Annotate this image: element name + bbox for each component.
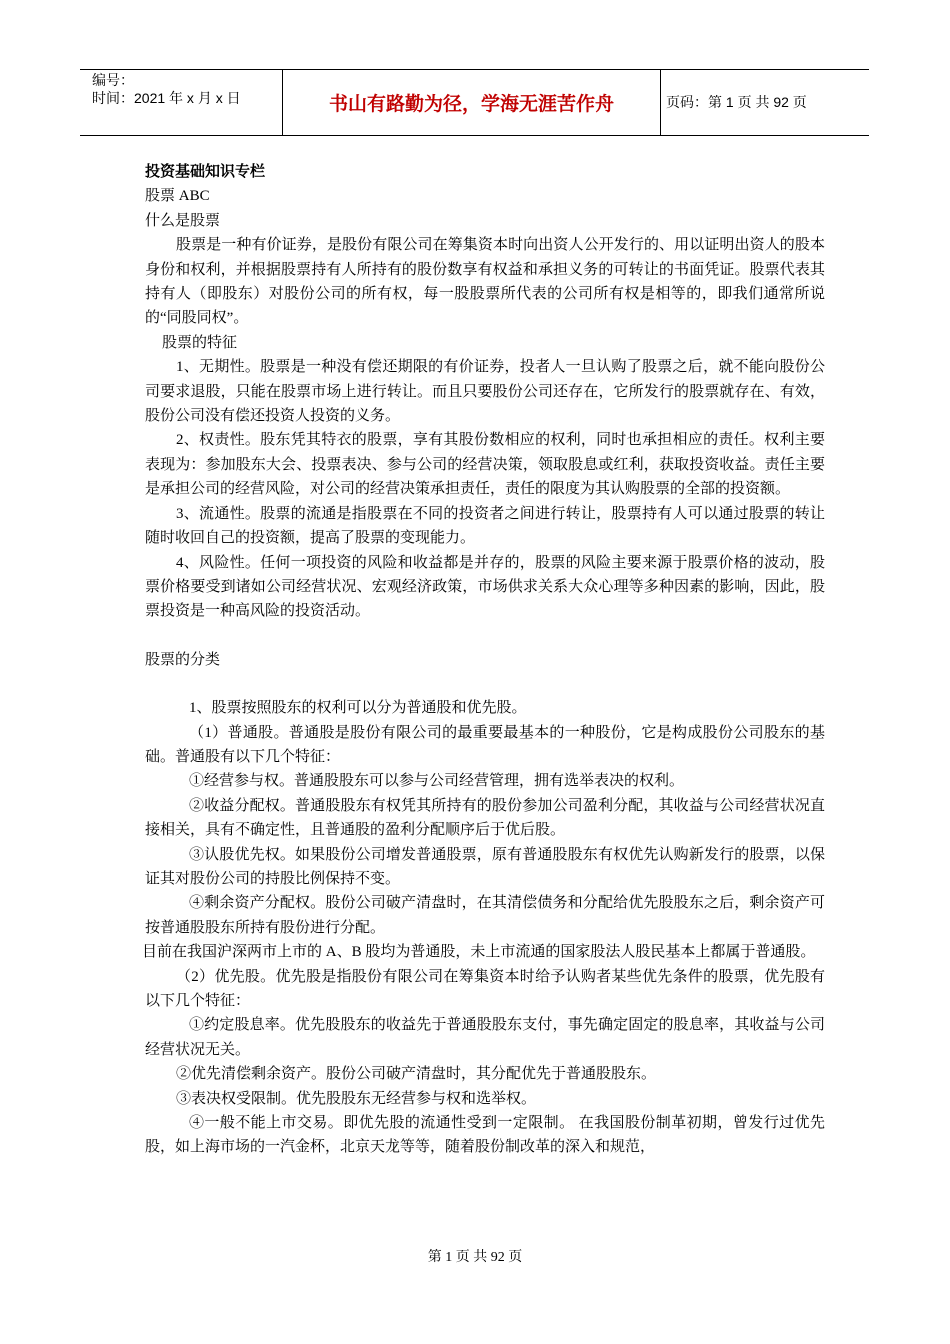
- paragraph: （2）优先股。优先股是指股份有限公司在筹集资本时给予认购者某些优先条件的股票，优先股有以下几个特征：: [145, 968, 825, 1009]
- subheading: 股票 ABC: [145, 188, 210, 205]
- document-body: [142, 160, 825, 1160]
- paragraph: 2、权责性。股东凭其特衣的股票，享有其股份数相应的权利，同时也承担相应的责任。权利主要表现为：参加股东大会、投票表决、参与公司的经营决策，领取股息或红利，获取投资收益。责任主要是承担公司的经营风险，对公司的经营决策承担责任，责任的限度为其认购股票的全部的投资额。: [145, 432, 825, 498]
- header-date: 时间：2021 年 x 月 x 日: [92, 90, 241, 106]
- paragraph: ②收益分配权。普通股股东有权凭其所持有的股份参加公司盈利分配，其收益与公司经营状况直接相关，具有不确定性，且普通股的盈利分配顺序后于优后股。: [145, 797, 825, 839]
- paragraph: ②优先清偿剩余资产。股份公司破产清盘时，其分配优先于普通股股东。: [176, 1066, 657, 1083]
- header-motto: 书山有路勤为径，学海无涯苦作舟: [328, 92, 614, 115]
- paragraph: 目前在我国沪深两市上市的 A、B 股均为普通股，未上市流通的国家股法人股民基本上都属于普通股。: [142, 944, 816, 961]
- paragraph: 股票是一种有价证券，是股份有限公司在筹集资本时向出资人公开发行的、用以证明出资人的股本身份和权利，并根据股票持有人所持有的股份数享有权益和承担义务的可转让的书面凭证。股票代表其持有人（即股东）对股份公司的所有权，每一股股票所代表的公司所有权是相等的，即我们通常所说的“同股同权”。: [145, 237, 825, 327]
- page-footer: 第 1 页 共 92 页: [427, 1250, 523, 1265]
- paragraph: 1、股票按照股东的权利可以分为普通股和优先股。: [189, 700, 527, 717]
- header-page-info: 页码：第 1 页 共 92 页: [666, 94, 807, 110]
- blank-line: [145, 672, 825, 696]
- paragraph: ①经营参与权。普通股股东可以参与公司经营管理，拥有选举表决的权利。: [189, 773, 685, 790]
- paragraph: ④一般不能上市交易。即优先股的流通性受到一定限制。 在我国股份制革初期，曾发行过优先股，如上海市场的一汽金杯，北京天龙等等，随着股份制改革的深入和规范，: [145, 1115, 825, 1156]
- header-divider-right: [660, 69, 661, 135]
- paragraph: ③认股优先权。如果股份公司增发普通股票，原有普通股股东有权优先认购新发行的股票，以保证其对股份公司的持股比例保持不变。: [145, 846, 825, 887]
- section-title: 投资基础知识专栏: [145, 164, 266, 180]
- paragraph: （1）普通股。普通股是股份有限公司的最重要最基本的一种股份，它是构成股份公司股东的基础。普通股有以下几个特征：: [145, 724, 825, 765]
- paragraph: 1、无期性。股票是一种没有偿还期限的有价证券，投者人一旦认购了股票之后，就不能向股份公司要求退股，只能在股票市场上进行转让。而且只要股份公司还存在，它所发行的股票就存在、有效，股份公司没有偿还投资人投资的义务。: [145, 359, 825, 425]
- paragraph: ③表决权受限制。优先股股东无经营参与权和选举权。: [176, 1090, 537, 1107]
- paragraph: 3、流通性。股票的流通是指股票在不同的投资者之间进行转让，股票持有人可以通过股票的转让随时收回自己的投资额，提高了股票的变现能力。: [145, 505, 825, 547]
- paragraph: ④剩余资产分配权。股份公司破产清盘时，在其清偿债务和分配给优先股股东之后，剩余资产可按普通股股东所持有股份进行分配。: [145, 895, 825, 936]
- subheading: 股票的分类: [145, 651, 221, 668]
- paragraph: ①约定股息率。优先股股东的收益先于普通股股东支付，事先确定固定的股息率，其收益与公司经营状况无关。: [145, 1017, 825, 1058]
- subheading: 股票的特征: [162, 334, 238, 351]
- blank-line: [145, 624, 825, 648]
- subheading: 什么是股票: [145, 212, 221, 229]
- header-number: 编号：: [92, 72, 134, 88]
- header-meta: [92, 71, 241, 107]
- header-bottom-rule: [80, 135, 869, 136]
- paragraph: 4、风险性。任何一项投资的风险和收益都是并存的，股票的风险主要来源于股票价格的波动，股票价格要受到诸如公司经营状况、宏观经济政策，市场供求关系大众心理等多种因素的影响，因此，股票投资是一种高风险的投资活动。: [145, 554, 825, 620]
